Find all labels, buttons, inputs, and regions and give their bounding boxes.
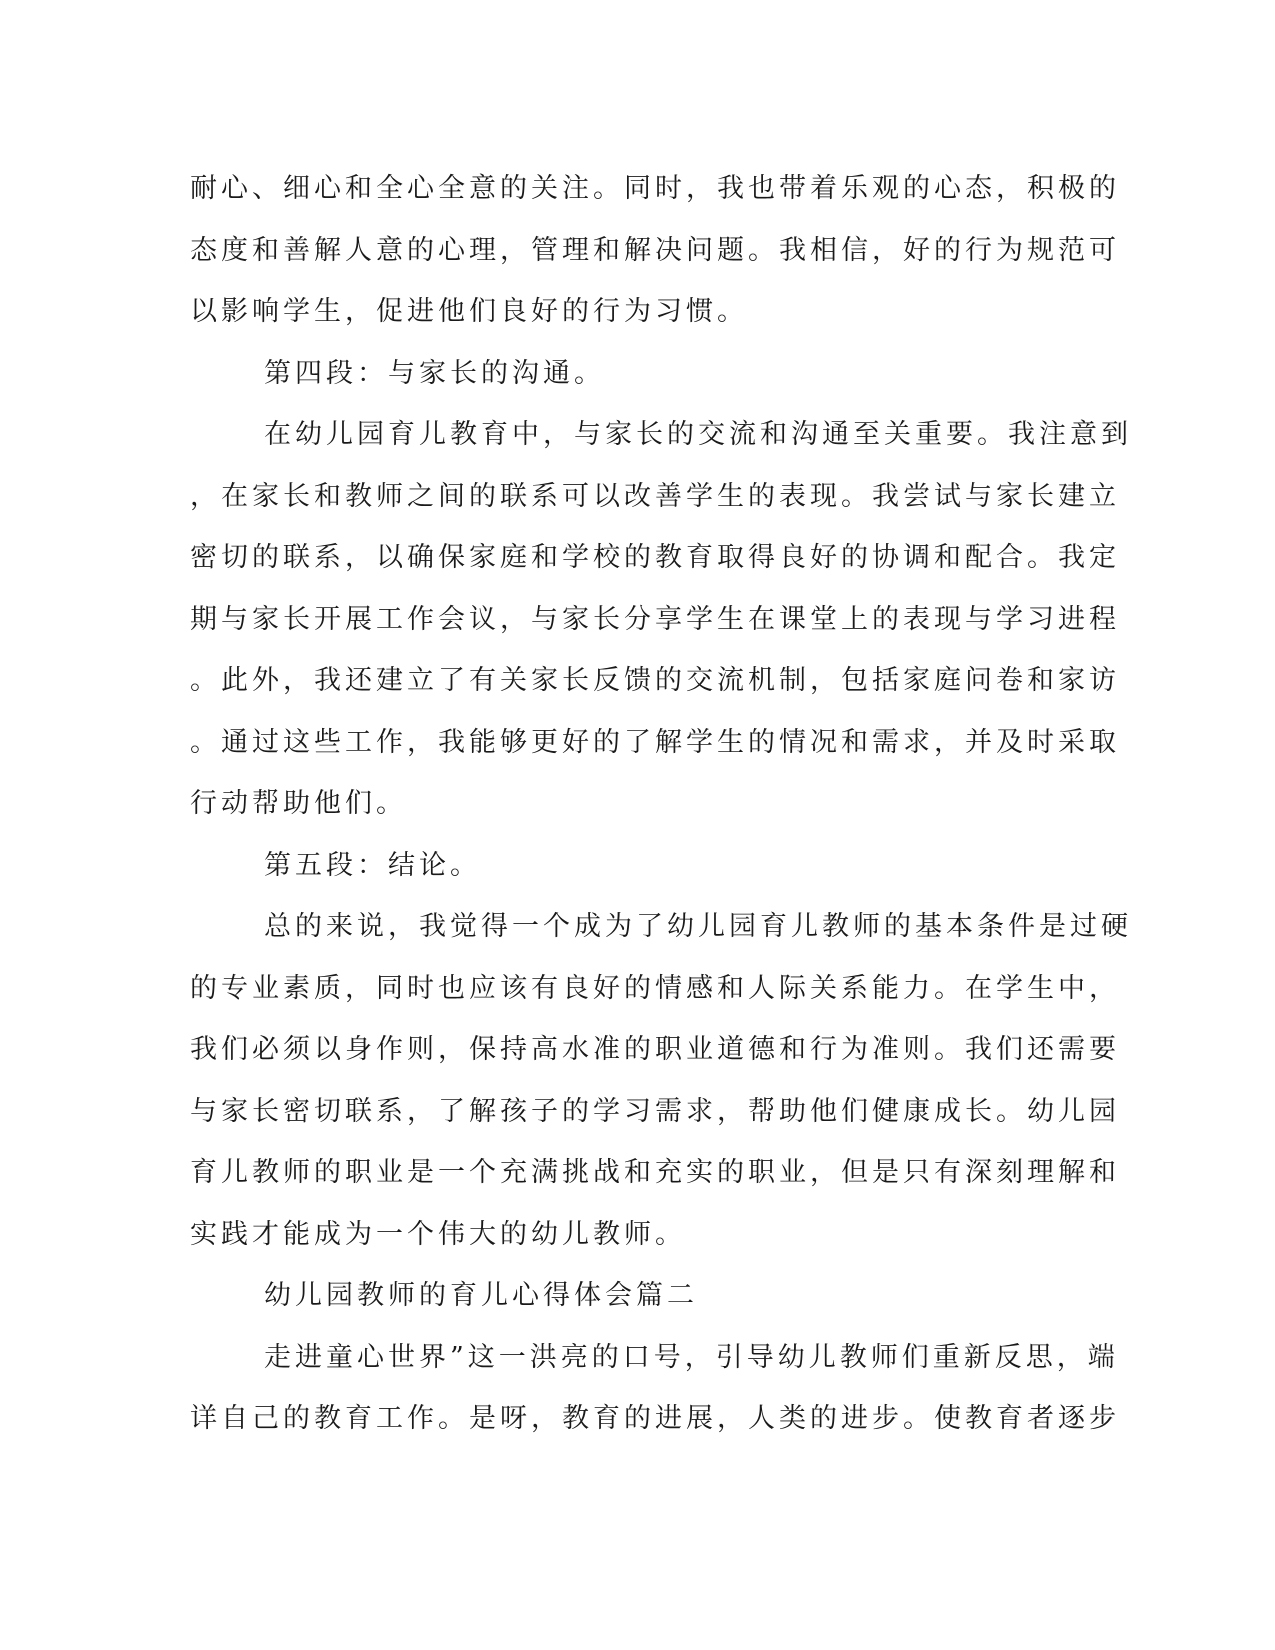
text-line-21: 详自己的教育工作。是呀，教育的进展，人类的进步。使教育者逐步 bbox=[190, 1403, 1120, 1434]
section-heading-5: 第五段：结论。 bbox=[264, 849, 481, 881]
document-body bbox=[190, 158, 1132, 1450]
text-line-10: 。通过这些工作，我能够更好的了解学生的情况和需求，并及时采取 bbox=[190, 726, 1120, 758]
text-line-16: 与家长密切联系，了解孩子的学习需求，帮助他们健康成长。幼儿园 bbox=[190, 1095, 1120, 1127]
text-line-9: 。此外，我还建立了有关家长反馈的交流机制，包括家庭问卷和家访 bbox=[190, 665, 1120, 696]
text-line-18: 实践才能成为一个伟大的幼儿教师。 bbox=[190, 1218, 686, 1250]
text-line-5: 在幼儿园育儿教育中，与家长的交流和沟通至关重要。我注意到 bbox=[264, 419, 1132, 450]
text-line-1: 耐心、细心和全心全意的关注。同时，我也带着乐观的心态，积极的 bbox=[190, 173, 1120, 204]
text-line-17: 育儿教师的职业是一个充满挑战和充实的职业，但是只有深刻理解和 bbox=[190, 1157, 1120, 1188]
text-line-2: 态度和善解人意的心理，管理和解决问题。我相信，好的行为规范可 bbox=[190, 234, 1120, 266]
text-line-14: 的专业素质，同时也应该有良好的情感和人际关系能力。在学生中， bbox=[190, 972, 1120, 1004]
text-line-20: 走进童心世界”这一洪亮的口号，引导幼儿教师们重新反思，端 bbox=[264, 1341, 1119, 1373]
text-line-6: ，在家长和教师之间的联系可以改善学生的表现。我尝试与家长建立 bbox=[190, 480, 1120, 512]
text-line-8: 期与家长开展工作会议，与家长分享学生在课堂上的表现与学习进程 bbox=[190, 603, 1120, 635]
section-heading-4: 第四段：与家长的沟通。 bbox=[264, 357, 605, 389]
article-heading-2: 幼儿园教师的育儿心得体会篇二 bbox=[264, 1280, 698, 1311]
text-line-11: 行动帮助他们。 bbox=[190, 788, 407, 819]
text-line-7: 密切的联系，以确保家庭和学校的教育取得良好的协调和配合。我定 bbox=[190, 542, 1120, 573]
text-line-3: 以影响学生，促进他们良好的行为习惯。 bbox=[190, 296, 748, 327]
text-line-15: 我们必须以身作则，保持高水准的职业道德和行为准则。我们还需要 bbox=[190, 1034, 1120, 1065]
text-line-13: 总的来说，我觉得一个成为了幼儿园育儿教师的基本条件是过硬 bbox=[264, 911, 1132, 942]
